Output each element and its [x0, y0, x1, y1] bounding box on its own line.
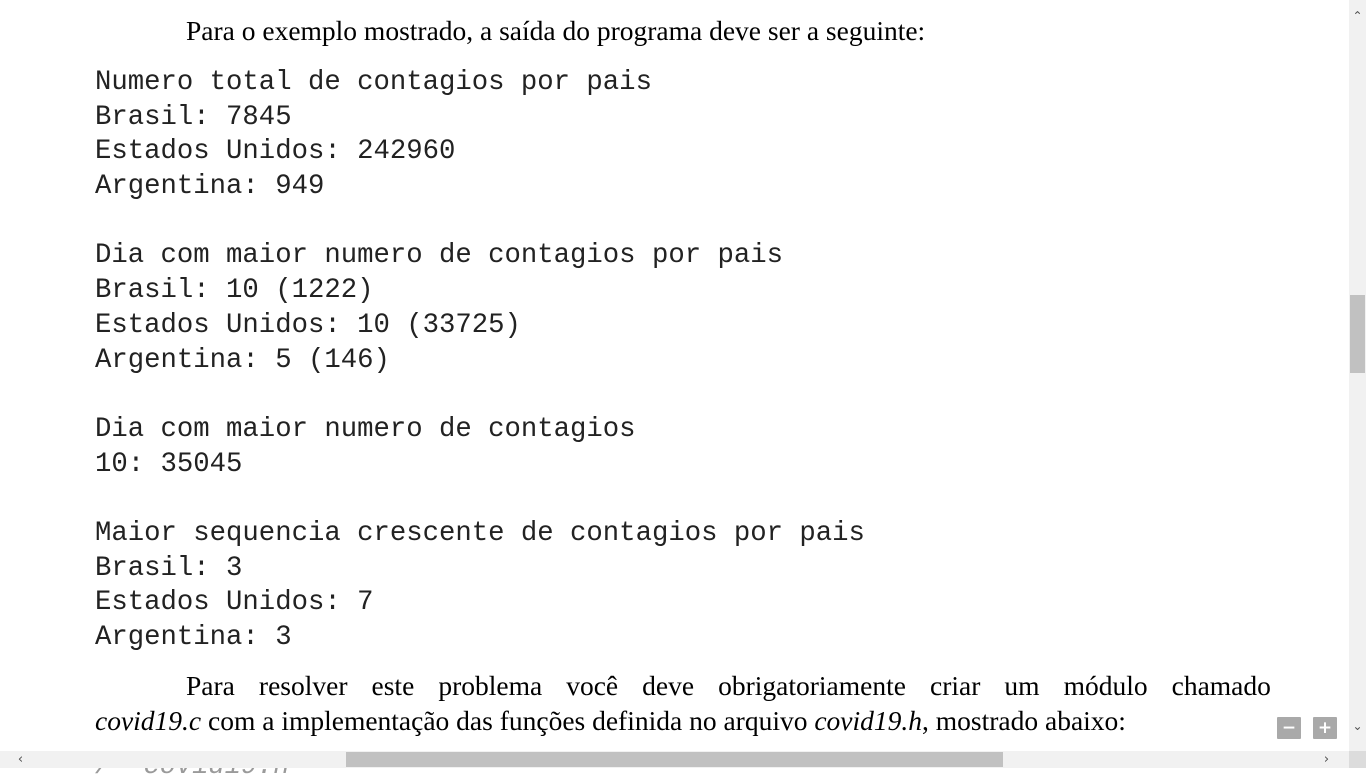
vertical-scrollbar[interactable] [1349, 0, 1366, 751]
scroll-up-icon[interactable]: ⌃ [1352, 9, 1363, 23]
scroll-down-icon[interactable]: ⌄ [1352, 719, 1363, 733]
instruction-word: você [566, 670, 619, 701]
instruction-mid-text: com a implementação das funções definida no arquivo [201, 705, 815, 736]
instruction-end-text: , mostrado abaixo: [922, 705, 1126, 736]
instruction-word: deve [642, 670, 695, 701]
instruction-word: módulo [1063, 670, 1148, 701]
output-line: Brasil: 3 [95, 552, 243, 584]
instruction-word: resolver [258, 670, 348, 701]
output-line: Estados Unidos: 7 [95, 587, 374, 619]
output-line: Argentina: 3 [95, 622, 292, 653]
program-output-block [95, 66, 865, 656]
output-line: Argentina: 949 [95, 171, 325, 203]
filename-h: covid19.h [814, 705, 923, 736]
instruction-word: este [371, 670, 415, 701]
output-line: 10: 35045 [95, 448, 243, 480]
instruction-line-2 [95, 703, 1271, 738]
horizontal-scroll-thumb[interactable] [346, 752, 1003, 767]
horizontal-scrollbar[interactable] [0, 751, 1349, 768]
vertical-scroll-thumb[interactable] [1350, 295, 1365, 373]
output-line: Brasil: 7845 [95, 101, 292, 133]
instruction-word: criar [929, 670, 981, 701]
zoom-out-button[interactable]: − [1277, 717, 1301, 739]
intro-paragraph [95, 13, 1271, 48]
filename-c: covid19.c [95, 705, 202, 736]
output-line: Dia com maior numero de contagios por pais [95, 240, 783, 272]
output-blank-line [95, 378, 865, 413]
instruction-word: Para [186, 670, 235, 701]
scroll-right-icon[interactable]: › [1323, 752, 1330, 767]
output-line: Argentina: 5 (146) [95, 344, 390, 376]
output-blank-line [95, 482, 865, 517]
instruction-line-1 [95, 668, 1271, 703]
output-line: Maior sequencia crescente de contagios por pais [95, 517, 865, 549]
zoom-in-button[interactable]: + [1313, 717, 1337, 739]
output-blank-line [95, 205, 865, 240]
scrollbar-corner [1349, 751, 1366, 768]
output-line: Dia com maior numero de contagios [95, 413, 636, 445]
instruction-word: obrigatoriamente [718, 670, 906, 701]
output-line: Estados Unidos: 10 (33725) [95, 309, 521, 341]
intro-text: Para o exemplo mostrado, a saída do programa deve ser a seguinte: [186, 15, 926, 46]
instruction-word: problema [438, 670, 543, 701]
instruction-word: um [1004, 670, 1040, 701]
scroll-left-icon[interactable]: ‹ [17, 752, 24, 767]
output-line: Numero total de contagios por pais [95, 67, 652, 98]
output-line: Estados Unidos: 242960 [95, 136, 456, 168]
instruction-paragraph [95, 668, 1271, 738]
output-line: Brasil: 10 (1222) [95, 275, 374, 307]
instruction-word: chamado [1171, 670, 1271, 701]
